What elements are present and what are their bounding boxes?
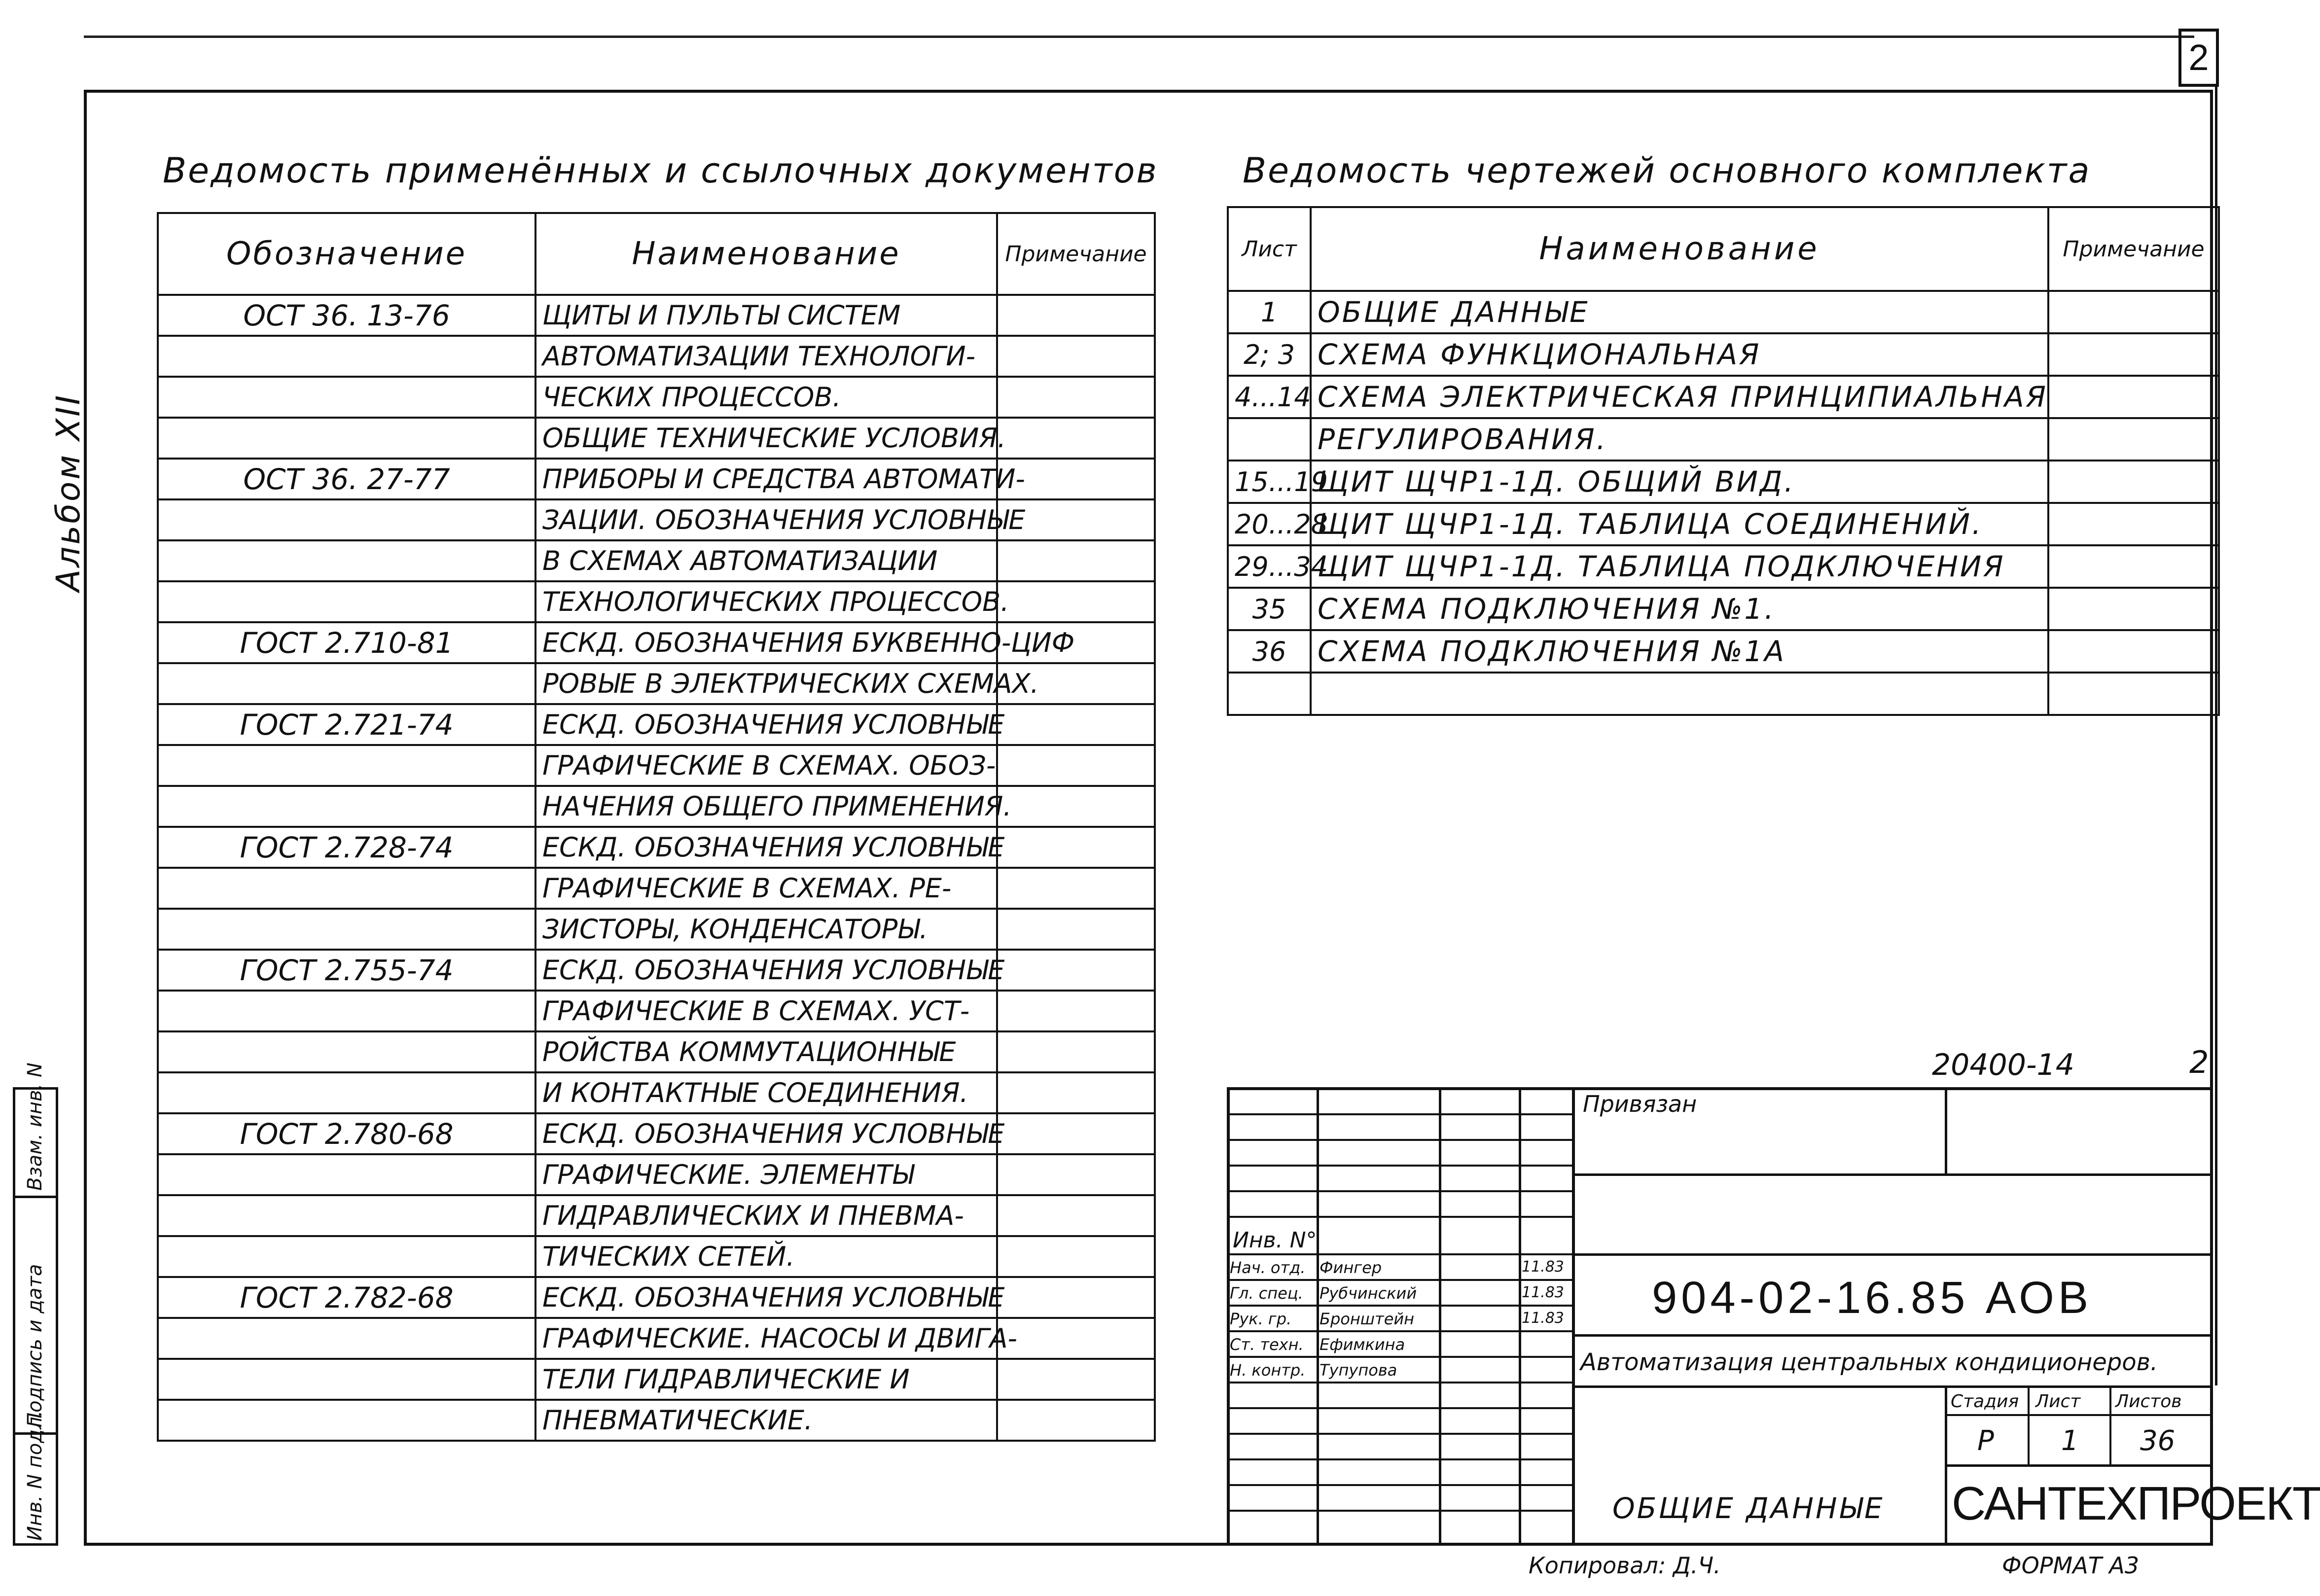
document-name: ГРАФИЧЕСКИЕ В СХЕМАХ. ОБОЗ- bbox=[535, 745, 997, 786]
document-code bbox=[158, 909, 535, 950]
side-stamp-signature-date: Подпись и дата bbox=[24, 1264, 46, 1427]
docs-heading: Ведомость применённых и ссылочных документов bbox=[163, 150, 1158, 191]
sheet-number-cell: 2; 3 bbox=[1228, 333, 1311, 376]
drawing-name bbox=[1311, 673, 2048, 715]
sheet-number-cell: 20...28 bbox=[1228, 503, 1311, 545]
document-name: ГРАФИЧЕСКИЕ В СХЕМАХ. РЕ- bbox=[535, 868, 997, 909]
table-row bbox=[158, 499, 1155, 540]
drawing-note bbox=[2048, 333, 2219, 376]
document-note bbox=[997, 581, 1155, 622]
person-role: Н. контр. bbox=[1230, 1361, 1306, 1380]
order-sheet: 2 bbox=[2189, 1044, 2209, 1080]
document-note bbox=[997, 1113, 1155, 1154]
table-row bbox=[158, 377, 1155, 418]
drawing-note bbox=[2048, 545, 2219, 588]
document-note bbox=[997, 909, 1155, 950]
sheets-total-value: 36 bbox=[2140, 1425, 2176, 1457]
sheet-title: ОБЩИЕ ДАННЫЕ bbox=[1612, 1491, 1885, 1525]
document-code bbox=[158, 499, 535, 540]
col-designation: Обозначение bbox=[158, 213, 535, 295]
referenced-documents-table bbox=[157, 212, 1156, 1442]
table-row bbox=[158, 540, 1155, 581]
document-note bbox=[997, 1072, 1155, 1113]
table-row bbox=[158, 827, 1155, 868]
document-code bbox=[158, 1072, 535, 1113]
drawing-name: ЩИТ ЩЧР1-1Д. ТАБЛИЦА ПОДКЛЮЧЕНИЯ bbox=[1311, 545, 2048, 588]
person-role: Рук. гр. bbox=[1230, 1310, 1292, 1328]
document-name: ЗИСТОРЫ, КОНДЕНСАТОРЫ. bbox=[535, 909, 997, 950]
sheet-number-cell: 29...34 bbox=[1228, 545, 1311, 588]
document-code bbox=[158, 991, 535, 1031]
document-note bbox=[997, 418, 1155, 459]
document-note bbox=[997, 1318, 1155, 1359]
table-row bbox=[158, 1072, 1155, 1113]
person-name: Фингер bbox=[1320, 1258, 1382, 1277]
document-note bbox=[997, 377, 1155, 418]
privyazan-label: Привязан bbox=[1583, 1091, 1697, 1117]
document-note bbox=[997, 1154, 1155, 1195]
stage-label: Стадия bbox=[1951, 1391, 2019, 1412]
document-name: ЕСКД. ОБОЗНАЧЕНИЯ УСЛОВНЫЕ bbox=[535, 704, 997, 745]
table-row bbox=[1228, 333, 2219, 376]
document-code bbox=[158, 1236, 535, 1277]
document-code bbox=[158, 1154, 535, 1195]
document-note bbox=[997, 336, 1155, 377]
table-header-row bbox=[158, 213, 1155, 295]
person-role: Нач. отд. bbox=[1230, 1258, 1306, 1277]
document-note bbox=[997, 540, 1155, 581]
table-row bbox=[1228, 291, 2219, 333]
document-name: НАЧЕНИЯ ОБЩЕГО ПРИМЕНЕНИЯ. bbox=[535, 786, 997, 827]
person-date: 11.83 bbox=[1522, 1258, 1564, 1276]
document-name: ЗАЦИИ. ОБОЗНАЧЕНИЯ УСЛОВНЫЕ bbox=[535, 499, 997, 540]
document-name: ТЕЛИ ГИДРАВЛИЧЕСКИЕ И bbox=[535, 1359, 997, 1400]
document-code bbox=[158, 1195, 535, 1236]
drawing-note bbox=[2048, 291, 2219, 333]
table-row bbox=[1228, 503, 2219, 545]
order-number: 20400-14 bbox=[1932, 1048, 2074, 1082]
document-note bbox=[997, 704, 1155, 745]
person-name: Ефимкина bbox=[1320, 1335, 1405, 1354]
document-note bbox=[997, 1359, 1155, 1400]
table-row bbox=[158, 745, 1155, 786]
table-row bbox=[158, 950, 1155, 991]
document-note bbox=[997, 1031, 1155, 1072]
table-row bbox=[1228, 630, 2219, 673]
document-name: РОВЫЕ В ЭЛЕКТРИЧЕСКИХ СХЕМАХ. bbox=[535, 663, 997, 704]
table-header-row bbox=[1228, 207, 2219, 291]
document-designation: 904-02-16.85 АОВ bbox=[1652, 1273, 2093, 1323]
table-row bbox=[158, 295, 1155, 336]
person-name: Рубчинский bbox=[1320, 1284, 1417, 1303]
drawing-note bbox=[2048, 630, 2219, 673]
drawing-name: РЕГУЛИРОВАНИЯ. bbox=[1311, 418, 2048, 461]
document-note bbox=[997, 1236, 1155, 1277]
document-code: ГОСТ 2.721-74 bbox=[158, 704, 535, 745]
sheet-value: 1 bbox=[2061, 1425, 2079, 1457]
document-note bbox=[997, 991, 1155, 1031]
document-code bbox=[158, 1031, 535, 1072]
sheet-number-cell bbox=[1228, 673, 1311, 715]
document-name: ЩИТЫ И ПУЛЬТЫ СИСТЕМ bbox=[535, 295, 997, 336]
table-row bbox=[1228, 376, 2219, 418]
top-border-line bbox=[84, 35, 2194, 38]
drawing-note bbox=[2048, 588, 2219, 630]
document-name: ЧЕСКИХ ПРОЦЕССОВ. bbox=[535, 377, 997, 418]
project-name: Автоматизация центральных кондиционеров. bbox=[1580, 1348, 2158, 1376]
document-note bbox=[997, 786, 1155, 827]
document-code: ГОСТ 2.710-81 bbox=[158, 622, 535, 663]
document-code bbox=[158, 1359, 535, 1400]
table-row bbox=[1228, 418, 2219, 461]
person-date: 11.83 bbox=[1522, 1284, 1564, 1301]
sheet-number: 2 bbox=[2178, 29, 2219, 87]
person-role: Ст. техн. bbox=[1230, 1335, 1304, 1354]
document-code bbox=[158, 1318, 535, 1359]
sheet-number-cell bbox=[1228, 418, 1311, 461]
document-note bbox=[997, 1400, 1155, 1441]
document-name: ОБЩИЕ ТЕХНИЧЕСКИЕ УСЛОВИЯ. bbox=[535, 418, 997, 459]
document-name: В СХЕМАХ АВТОМАТИЗАЦИИ bbox=[535, 540, 997, 581]
table-row bbox=[158, 622, 1155, 663]
col-sheet: Лист bbox=[1228, 207, 1311, 291]
table-row bbox=[158, 1277, 1155, 1318]
table-row bbox=[158, 991, 1155, 1031]
person-date: 11.83 bbox=[1522, 1310, 1564, 1327]
organization-name: САНТЕХПРОЕКТ bbox=[1952, 1477, 2320, 1530]
sheet-number-cell: 36 bbox=[1228, 630, 1311, 673]
inv-number-label: Инв. N° bbox=[1233, 1228, 1317, 1253]
drawing-name: ЩИТ ЩЧР1-1Д. ТАБЛИЦА СОЕДИНЕНИЙ. bbox=[1311, 503, 2048, 545]
table-row bbox=[158, 909, 1155, 950]
table-row bbox=[158, 868, 1155, 909]
document-name: ЕСКД. ОБОЗНАЧЕНИЯ БУКВЕННО-ЦИФ bbox=[535, 622, 997, 663]
document-code bbox=[158, 336, 535, 377]
sheet-number-cell: 15...19 bbox=[1228, 461, 1311, 503]
table-row bbox=[158, 1031, 1155, 1072]
document-note bbox=[997, 827, 1155, 868]
table-row bbox=[1228, 588, 2219, 630]
drawing-note bbox=[2048, 376, 2219, 418]
table-row bbox=[1228, 673, 2219, 715]
document-code: ГОСТ 2.780-68 bbox=[158, 1113, 535, 1154]
document-name: ПРИБОРЫ И СРЕДСТВА АВТОМАТИ- bbox=[535, 459, 997, 499]
document-code bbox=[158, 745, 535, 786]
document-note bbox=[997, 1195, 1155, 1236]
document-name: ПНЕВМАТИЧЕСКИЕ. bbox=[535, 1400, 997, 1441]
drawing-note bbox=[2048, 418, 2219, 461]
col-note: Примечание bbox=[997, 213, 1155, 295]
document-name: ТЕХНОЛОГИЧЕСКИХ ПРОЦЕССОВ. bbox=[535, 581, 997, 622]
person-role: Гл. спец. bbox=[1230, 1284, 1303, 1303]
person-name: Тупупова bbox=[1320, 1361, 1397, 1380]
drawing-name: СХЕМА ЭЛЕКТРИЧЕСКАЯ ПРИНЦИПИАЛЬНАЯ bbox=[1311, 376, 2048, 418]
paper-format: ФОРМАТ А3 bbox=[2002, 1552, 2140, 1579]
document-name: И КОНТАКТНЫЕ СОЕДИНЕНИЯ. bbox=[535, 1072, 997, 1113]
table-row bbox=[158, 1318, 1155, 1359]
document-code bbox=[158, 540, 535, 581]
drawing-name: ОБЩИЕ ДАННЫЕ bbox=[1311, 291, 2048, 333]
drawing-note bbox=[2048, 673, 2219, 715]
table-row bbox=[1228, 545, 2219, 588]
document-code bbox=[158, 377, 535, 418]
drawing-name: СХЕМА ФУНКЦИОНАЛЬНАЯ bbox=[1311, 333, 2048, 376]
table-row bbox=[158, 336, 1155, 377]
document-name: ЕСКД. ОБОЗНАЧЕНИЯ УСЛОВНЫЕ bbox=[535, 1113, 997, 1154]
col-name: Наименование bbox=[535, 213, 997, 295]
document-note bbox=[997, 950, 1155, 991]
table-row bbox=[158, 581, 1155, 622]
drawing-note bbox=[2048, 461, 2219, 503]
document-name: ТИЧЕСКИХ СЕТЕЙ. bbox=[535, 1236, 997, 1277]
side-stamp-inv-podl: Инв. N подл. bbox=[24, 1410, 46, 1541]
drawing-name: СХЕМА ПОДКЛЮЧЕНИЯ №1. bbox=[1311, 588, 2048, 630]
stage-value: Р bbox=[1977, 1425, 1994, 1457]
sheet-label: Лист bbox=[2035, 1391, 2081, 1412]
sheets-total-label: Листов bbox=[2115, 1391, 2182, 1412]
document-note bbox=[997, 295, 1155, 336]
sheet-number-cell: 4...14 bbox=[1228, 376, 1311, 418]
table-row bbox=[158, 663, 1155, 704]
document-note bbox=[997, 868, 1155, 909]
sheet-number-cell: 35 bbox=[1228, 588, 1311, 630]
table-row bbox=[158, 1154, 1155, 1195]
side-stamp-vzam-inv: Взам. инв. N bbox=[24, 1063, 46, 1191]
table-row bbox=[158, 459, 1155, 499]
document-code bbox=[158, 581, 535, 622]
document-name: РОЙСТВА КОММУТАЦИОННЫЕ bbox=[535, 1031, 997, 1072]
document-code bbox=[158, 663, 535, 704]
document-code: ОСТ 36. 13-76 bbox=[158, 295, 535, 336]
sheet-number-cell: 1 bbox=[1228, 291, 1311, 333]
document-note bbox=[997, 1277, 1155, 1318]
document-name: ЕСКД. ОБОЗНАЧЕНИЯ УСЛОВНЫЕ bbox=[535, 1277, 997, 1318]
document-note bbox=[997, 745, 1155, 786]
col-note: Примечание bbox=[2048, 207, 2219, 291]
document-code: ГОСТ 2.782-68 bbox=[158, 1277, 535, 1318]
table-row bbox=[158, 1400, 1155, 1441]
document-code: ОСТ 36. 27-77 bbox=[158, 459, 535, 499]
document-code bbox=[158, 868, 535, 909]
document-code: ГОСТ 2.728-74 bbox=[158, 827, 535, 868]
document-name: ЕСКД. ОБОЗНАЧЕНИЯ УСЛОВНЫЕ bbox=[535, 950, 997, 991]
drawing-name: СХЕМА ПОДКЛЮЧЕНИЯ №1А bbox=[1311, 630, 2048, 673]
table-row bbox=[158, 704, 1155, 745]
person-name: Бронштейн bbox=[1320, 1310, 1415, 1328]
document-code bbox=[158, 1400, 535, 1441]
sheets-heading: Ведомость чертежей основного комплекта bbox=[1243, 150, 2091, 191]
table-row bbox=[1228, 461, 2219, 503]
drawing-name: ЩИТ ЩЧР1-1Д. ОБЩИЙ ВИД. bbox=[1311, 461, 2048, 503]
document-name: ГРАФИЧЕСКИЕ. НАСОСЫ И ДВИГА- bbox=[535, 1318, 997, 1359]
table-row bbox=[158, 418, 1155, 459]
document-name: ГРАФИЧЕСКИЕ. ЭЛЕМЕНТЫ bbox=[535, 1154, 997, 1195]
table-row bbox=[158, 1236, 1155, 1277]
drawing-note bbox=[2048, 503, 2219, 545]
table-row bbox=[158, 1113, 1155, 1154]
document-name: АВТОМАТИЗАЦИИ ТЕХНОЛОГИ- bbox=[535, 336, 997, 377]
document-name: ГРАФИЧЕСКИЕ В СХЕМАХ. УСТ- bbox=[535, 991, 997, 1031]
table-row bbox=[158, 1195, 1155, 1236]
table-row bbox=[158, 1359, 1155, 1400]
document-code: ГОСТ 2.755-74 bbox=[158, 950, 535, 991]
document-code bbox=[158, 418, 535, 459]
document-name: ЕСКД. ОБОЗНАЧЕНИЯ УСЛОВНЫЕ bbox=[535, 827, 997, 868]
album-label: Альбом XII bbox=[49, 393, 87, 592]
document-code bbox=[158, 786, 535, 827]
drawings-list-table bbox=[1227, 206, 2220, 716]
document-name: ГИДРАВЛИЧЕСКИХ И ПНЕВМА- bbox=[535, 1195, 997, 1236]
col-name: Наименование bbox=[1311, 207, 2048, 291]
table-row bbox=[158, 786, 1155, 827]
copied-by: Копировал: Д.Ч. bbox=[1529, 1552, 1721, 1579]
